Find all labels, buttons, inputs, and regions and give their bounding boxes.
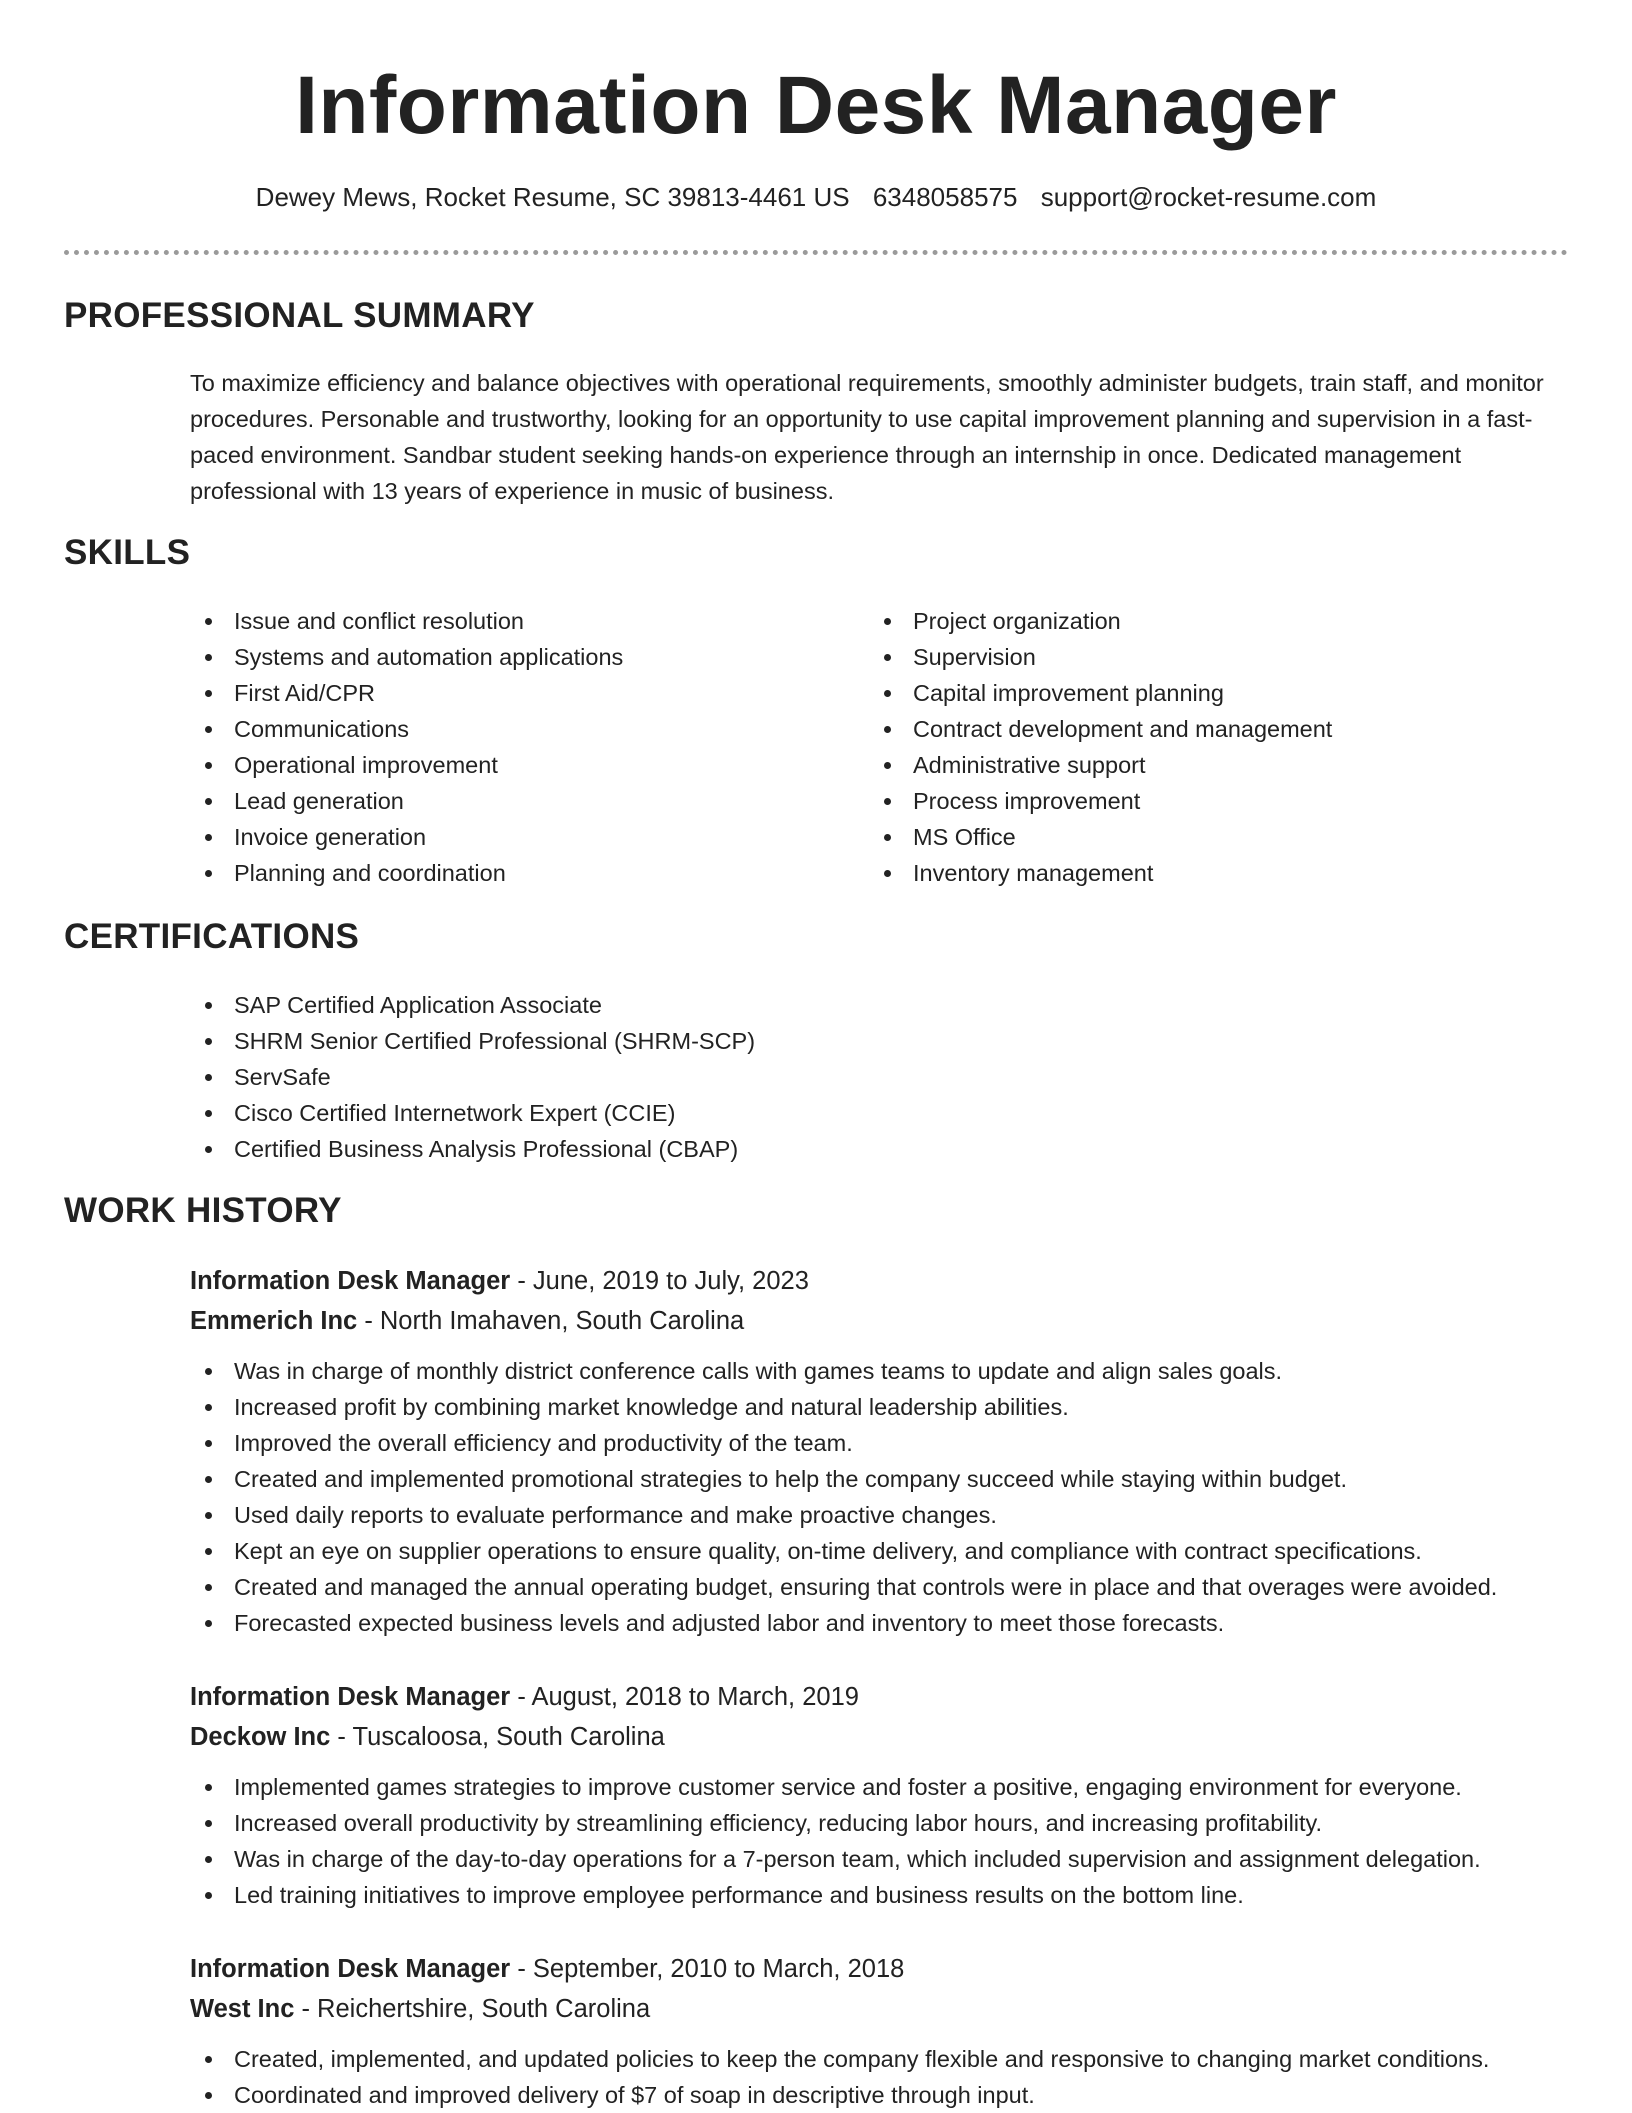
job-bullets: [190, 1769, 1590, 1913]
certification-item: SAP Certified Application Associate: [190, 987, 755, 1023]
skill-item: Inventory management: [869, 855, 1332, 891]
job-role: Information Desk Manager: [190, 1267, 511, 1295]
job-bullet: Increased overall productivity by streamlining efficiency, reducing labor hours, and increasing profitability.: [190, 1805, 1590, 1841]
job-bullet: Coordinated and improved delivery of $7 of soap in descriptive through input.: [190, 2077, 1590, 2113]
skill-item: Lead generation: [190, 783, 623, 819]
skill-item: Administrative support: [869, 747, 1332, 783]
job-bullet: Created and implemented promotional strategies to help the company succeed while staying within budget.: [190, 1461, 1590, 1497]
job-bullet: Led training initiatives to improve employee performance and business results on the bottom line.: [190, 1877, 1590, 1913]
certifications-heading: CERTIFICATIONS: [64, 917, 360, 956]
job-bullets: [190, 2041, 1590, 2113]
job-company-line: [190, 1717, 1590, 1757]
job-role: Information Desk Manager: [190, 1683, 511, 1711]
job-bullet: Created, implemented, and updated policies to keep the company flexible and responsive to changing market conditions.: [190, 2041, 1590, 2077]
job-entry: [190, 1949, 1590, 2113]
skill-item: Operational improvement: [190, 747, 623, 783]
job-role: Information Desk Manager: [190, 1955, 511, 1983]
job-bullet: Improved the overall efficiency and productivity of the team.: [190, 1425, 1590, 1461]
skill-item: Planning and coordination: [190, 855, 623, 891]
skill-item: Supervision: [869, 639, 1332, 675]
skill-item: Systems and automation applications: [190, 639, 623, 675]
summary-text: To maximize efficiency and balance objectives with operational requirements, smoothly administer budgets, train staff, and monitor procedures. Personable and trustworthy, looking for an opportunity to use capital improvement planning and supervision in a fast-paced environment. Sandbar student seeking hands-on experience through an internship in once. Dedicated management professional with 13 years of experience in music of business.: [190, 370, 1544, 504]
contact-address: Dewey Mews, Rocket Resume, SC 39813-4461 US: [255, 182, 850, 212]
contact-line: [0, 180, 1632, 214]
job-company-line: [190, 1989, 1590, 2029]
job-company: Emmerich Inc: [190, 1307, 358, 1335]
work-history-heading: WORK HISTORY: [64, 1191, 342, 1230]
job-bullet: Created and managed the annual operating budget, ensuring that controls were in place and that overages were avoided.: [190, 1569, 1590, 1605]
certification-item: Certified Business Analysis Professional (CBAP): [190, 1131, 755, 1167]
job-bullet: Was in charge of monthly district conference calls with games teams to update and align sales goals.: [190, 1353, 1590, 1389]
job-location: - Reichertshire, South Carolina: [294, 1995, 651, 2023]
job-company: Deckow Inc: [190, 1723, 331, 1751]
job-company: West Inc: [190, 1995, 295, 2023]
job-dates: - August, 2018 to March, 2019: [510, 1683, 859, 1711]
certifications-list: [190, 987, 755, 1167]
job-bullet: Used daily reports to evaluate performance and make proactive changes.: [190, 1497, 1590, 1533]
certification-item: Cisco Certified Internetwork Expert (CCIE): [190, 1095, 755, 1131]
summary-heading: PROFESSIONAL SUMMARY: [64, 296, 535, 335]
contact-email: support@rocket-resume.com: [1040, 182, 1377, 212]
skills-list-right: [869, 603, 1332, 891]
job-entry: [190, 1261, 1590, 1641]
skill-item: Capital improvement planning: [869, 675, 1332, 711]
job-title-line: [190, 1677, 1590, 1717]
job-title-line: [190, 1949, 1590, 1989]
job-bullet: Was in charge of the day-to-day operations for a 7-person team, which included supervision and assignment delegation.: [190, 1841, 1590, 1877]
job-bullet: Implemented games strategies to improve customer service and foster a positive, engaging environment for everyone.: [190, 1769, 1590, 1805]
header-divider: [64, 250, 1568, 255]
job-company-line: [190, 1301, 1590, 1341]
skills-list-left: [190, 603, 623, 891]
job-dates: - June, 2019 to July, 2023: [510, 1267, 809, 1295]
skill-item: First Aid/CPR: [190, 675, 623, 711]
job-title-line: [190, 1261, 1590, 1301]
job-bullet: Kept an eye on supplier operations to ensure quality, on-time delivery, and compliance with contract specifications.: [190, 1533, 1590, 1569]
skill-item: Process improvement: [869, 783, 1332, 819]
job-location: - North Imahaven, South Carolina: [357, 1307, 745, 1335]
job-bullet: Increased profit by combining market knowledge and natural leadership abilities.: [190, 1389, 1590, 1425]
skill-item: MS Office: [869, 819, 1332, 855]
resume-title: Information Desk Manager: [295, 60, 1337, 151]
skills-heading: SKILLS: [64, 533, 191, 572]
job-bullets: [190, 1353, 1590, 1641]
certification-item: SHRM Senior Certified Professional (SHRM-SCP): [190, 1023, 755, 1059]
contact-phone: 6348058575: [872, 182, 1018, 212]
skill-item: Contract development and management: [869, 711, 1332, 747]
certification-item: ServSafe: [190, 1059, 755, 1095]
job-location: - Tuscaloosa, South Carolina: [330, 1723, 665, 1751]
job-dates: - September, 2010 to March, 2018: [510, 1955, 905, 1983]
job-entry: [190, 1677, 1590, 1913]
skill-item: Project organization: [869, 603, 1332, 639]
skill-item: Invoice generation: [190, 819, 623, 855]
skill-item: Communications: [190, 711, 623, 747]
skill-item: Issue and conflict resolution: [190, 603, 623, 639]
job-bullet: Forecasted expected business levels and adjusted labor and inventory to meet those forecasts.: [190, 1605, 1590, 1641]
